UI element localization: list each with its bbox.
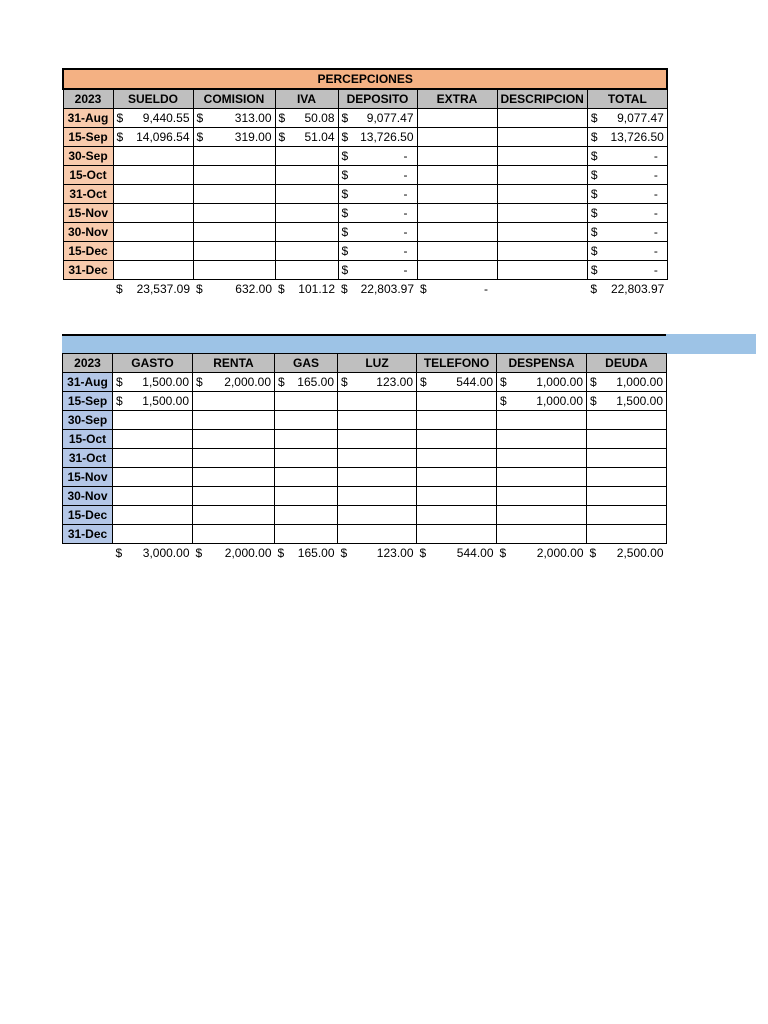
cell-deposito[interactable]: $ - [338, 166, 417, 185]
total-extra[interactable]: $ - [420, 282, 488, 296]
column-header[interactable]: DEUDA [587, 354, 667, 373]
cell-luz[interactable] [338, 468, 417, 487]
cell-telefono[interactable] [417, 430, 497, 449]
cell-gas[interactable] [275, 506, 338, 525]
cell-deuda[interactable]: $ 1,000.00 [587, 373, 667, 392]
cell-telefono[interactable] [417, 392, 497, 411]
cell-luz[interactable] [338, 430, 417, 449]
row-date[interactable]: 15-Nov [63, 468, 113, 487]
row-date[interactable]: 15-Dec [63, 506, 113, 525]
row-date[interactable]: 30-Nov [63, 487, 113, 506]
cell-telefono[interactable] [417, 487, 497, 506]
cell-deposito[interactable]: $ - [338, 223, 417, 242]
cell-iva[interactable]: $ 51.04 [275, 128, 338, 147]
row-date[interactable]: 31-Oct [63, 449, 113, 468]
cell-comision[interactable] [193, 261, 275, 280]
cell-renta[interactable] [193, 392, 275, 411]
cell-telefono[interactable] [417, 506, 497, 525]
cell-iva[interactable] [275, 204, 338, 223]
table-row [63, 223, 667, 242]
cell-luz[interactable] [338, 487, 417, 506]
total-gas[interactable]: $ 165.00 [277, 546, 335, 560]
cell-total[interactable]: $ 13,726.50 [587, 128, 667, 147]
cell-descripcion[interactable] [497, 166, 587, 185]
cell-deuda[interactable]: $ 1,500.00 [587, 392, 667, 411]
cell-extra[interactable] [417, 261, 497, 280]
cell-telefono[interactable] [417, 449, 497, 468]
total-sueldo[interactable]: $ 23,537.09 [116, 282, 190, 296]
cell-despensa[interactable]: $ 1,000.00 [497, 392, 587, 411]
column-header[interactable]: IVA [275, 89, 338, 109]
cell-gas[interactable] [275, 430, 338, 449]
cell-descripcion[interactable] [497, 242, 587, 261]
cell-total[interactable]: $ - [587, 166, 667, 185]
cell-despensa[interactable] [497, 468, 587, 487]
cell-comision[interactable] [193, 242, 275, 261]
cell-gasto[interactable] [113, 487, 193, 506]
column-header[interactable]: DESCRIPCION [497, 89, 587, 109]
cell-despensa[interactable]: $ 1,000.00 [497, 373, 587, 392]
cell-extra[interactable] [417, 128, 497, 147]
cell-comision[interactable]: $ 319.00 [193, 128, 275, 147]
cell-gas[interactable]: $ 165.00 [275, 373, 338, 392]
column-header[interactable]: GASTO [113, 354, 193, 373]
gastos-header-row [63, 354, 667, 373]
row-date[interactable]: 30-Sep [63, 147, 113, 166]
cell-deuda[interactable] [587, 487, 667, 506]
column-header[interactable]: TELEFONO [417, 354, 497, 373]
cell-iva[interactable] [275, 223, 338, 242]
cell-deposito[interactable]: $ - [338, 261, 417, 280]
column-header[interactable]: COMISION [193, 89, 275, 109]
cell-total[interactable]: $ 9,077.47 [587, 109, 667, 128]
column-header[interactable]: DESPENSA [497, 354, 587, 373]
cell-telefono[interactable] [417, 468, 497, 487]
total-descripcion[interactable] [497, 280, 587, 299]
cell-deuda[interactable] [587, 449, 667, 468]
cell-despensa[interactable] [497, 487, 587, 506]
column-header[interactable]: EXTRA [417, 89, 497, 109]
cell-deposito[interactable]: $ 13,726.50 [338, 128, 417, 147]
table-row [63, 185, 667, 204]
row-date[interactable]: 31-Oct [63, 185, 113, 204]
cell-comision[interactable] [193, 166, 275, 185]
cell-renta[interactable] [193, 506, 275, 525]
cell-luz[interactable] [338, 506, 417, 525]
cell-descripcion[interactable] [497, 128, 587, 147]
cell-extra[interactable] [417, 166, 497, 185]
cell-total[interactable]: $ - [587, 147, 667, 166]
table-row [63, 411, 667, 430]
cell-telefono[interactable]: $ 544.00 [417, 373, 497, 392]
cell-renta[interactable] [193, 487, 275, 506]
cell-sueldo[interactable]: $ 14,096.54 [113, 128, 193, 147]
cell-gas[interactable] [275, 468, 338, 487]
cell-comision[interactable]: $ 313.00 [193, 109, 275, 128]
cell-total[interactable]: $ - [587, 261, 667, 280]
table-row [63, 261, 667, 280]
percepciones-table [62, 68, 668, 298]
cell-descripcion[interactable] [497, 185, 587, 204]
total-despensa[interactable]: $ 2,000.00 [499, 546, 584, 560]
gastos-title-band [62, 334, 756, 354]
table-row [63, 204, 667, 223]
cell-descripcion[interactable] [497, 204, 587, 223]
cell-despensa[interactable] [497, 525, 587, 544]
cell-sueldo[interactable] [113, 242, 193, 261]
year-header[interactable]: 2023 [63, 89, 113, 109]
cell-deposito[interactable]: $ - [338, 242, 417, 261]
total-deuda[interactable]: $ 2,500.00 [589, 546, 664, 560]
cell-luz[interactable]: $ 123.00 [338, 373, 417, 392]
cell-descripcion[interactable] [497, 109, 587, 128]
cell-deuda[interactable] [587, 430, 667, 449]
cell-total[interactable]: $ - [587, 223, 667, 242]
cell-renta[interactable]: $ 2,000.00 [193, 373, 275, 392]
row-date[interactable]: 31-Dec [63, 261, 113, 280]
cell-deuda[interactable] [587, 468, 667, 487]
row-date[interactable]: 31-Aug [63, 109, 113, 128]
cell-gasto[interactable] [113, 468, 193, 487]
row-date[interactable]: 31-Aug [63, 373, 113, 392]
cell-gasto[interactable] [113, 430, 193, 449]
total-comision[interactable]: $ 632.00 [196, 282, 272, 296]
cell-luz[interactable] [338, 525, 417, 544]
column-header[interactable]: SUELDO [113, 89, 193, 109]
cell-gas[interactable] [275, 449, 338, 468]
column-header[interactable]: GAS [275, 354, 338, 373]
cell-iva[interactable]: $ 50.08 [275, 109, 338, 128]
cell-sueldo[interactable] [113, 204, 193, 223]
cell-renta[interactable] [193, 430, 275, 449]
table-row [63, 506, 667, 525]
cell-renta[interactable] [193, 449, 275, 468]
cell-deposito[interactable]: $ - [338, 185, 417, 204]
cell-despensa[interactable] [497, 506, 587, 525]
table-row [63, 242, 667, 261]
cell-renta[interactable] [193, 525, 275, 544]
cell-extra[interactable] [417, 109, 497, 128]
table-row [63, 525, 667, 544]
table-row [63, 468, 667, 487]
cell-sueldo[interactable] [113, 261, 193, 280]
cell-deuda[interactable] [587, 506, 667, 525]
column-header[interactable]: DEPOSITO [338, 89, 417, 109]
table-row [63, 373, 667, 392]
cell-gas[interactable] [275, 525, 338, 544]
cell-total[interactable]: $ - [587, 185, 667, 204]
cell-despensa[interactable] [497, 449, 587, 468]
cell-despensa[interactable] [497, 411, 587, 430]
cell-extra[interactable] [417, 147, 497, 166]
total-total[interactable]: $ 22,803.97 [590, 282, 665, 296]
cell-gasto[interactable] [113, 506, 193, 525]
table-row [63, 166, 667, 185]
cell-sueldo[interactable]: $ 9,440.55 [113, 109, 193, 128]
cell-gasto[interactable] [113, 449, 193, 468]
row-date[interactable]: 31-Dec [63, 525, 113, 544]
cell-gasto[interactable] [113, 411, 193, 430]
table-row [63, 147, 667, 166]
cell-sueldo[interactable] [113, 166, 193, 185]
cell-telefono[interactable] [417, 525, 497, 544]
row-date[interactable]: 30-Nov [63, 223, 113, 242]
cell-gasto[interactable] [113, 525, 193, 544]
cell-iva[interactable] [275, 185, 338, 204]
cell-extra[interactable] [417, 223, 497, 242]
cell-renta[interactable] [193, 468, 275, 487]
gastos-table [62, 353, 667, 562]
row-date[interactable]: 15-Oct [63, 430, 113, 449]
cell-descripcion[interactable] [497, 223, 587, 242]
cell-deposito[interactable]: $ 9,077.47 [338, 109, 417, 128]
table-row [63, 128, 667, 147]
cell-telefono[interactable] [417, 411, 497, 430]
cell-luz[interactable] [338, 449, 417, 468]
gastos-totals-row [63, 544, 667, 563]
row-date[interactable]: 15-Sep [63, 128, 113, 147]
table-row [63, 487, 667, 506]
percepciones-totals-row [63, 280, 667, 299]
column-header[interactable]: RENTA [193, 354, 275, 373]
row-date[interactable]: 30-Sep [63, 411, 113, 430]
cell-comision[interactable] [193, 185, 275, 204]
row-date[interactable]: 15-Sep [63, 392, 113, 411]
cell-deposito[interactable]: $ - [338, 147, 417, 166]
cell-descripcion[interactable] [497, 261, 587, 280]
table-row [63, 430, 667, 449]
cell-gasto[interactable]: $ 1,500.00 [113, 392, 193, 411]
cell-iva[interactable] [275, 147, 338, 166]
cell-iva[interactable] [275, 242, 338, 261]
cell-renta[interactable] [193, 411, 275, 430]
table-row [63, 109, 667, 128]
total-luz[interactable]: $ 123.00 [340, 546, 414, 560]
row-date[interactable]: 15-Oct [63, 166, 113, 185]
column-header[interactable]: TOTAL [587, 89, 667, 109]
cell-sueldo[interactable] [113, 147, 193, 166]
cell-deuda[interactable] [587, 525, 667, 544]
cell-extra[interactable] [417, 185, 497, 204]
table-row [63, 449, 667, 468]
total-telefono[interactable]: $ 544.00 [419, 546, 494, 560]
cell-luz[interactable] [338, 411, 417, 430]
cell-total[interactable]: $ - [587, 204, 667, 223]
cell-extra[interactable] [417, 242, 497, 261]
cell-extra[interactable] [417, 204, 497, 223]
cell-comision[interactable] [193, 147, 275, 166]
cell-deuda[interactable] [587, 411, 667, 430]
cell-gasto[interactable]: $ 1,500.00 [113, 373, 193, 392]
cell-descripcion[interactable] [497, 147, 587, 166]
year-header[interactable]: 2023 [63, 354, 113, 373]
cell-sueldo[interactable] [113, 185, 193, 204]
total-renta[interactable]: $ 2,000.00 [195, 546, 272, 560]
percepciones-header-row [63, 89, 667, 109]
column-header[interactable]: LUZ [338, 354, 417, 373]
total-iva[interactable]: $ 101.12 [278, 282, 335, 296]
cell-iva[interactable] [275, 166, 338, 185]
cell-despensa[interactable] [497, 430, 587, 449]
cell-luz[interactable] [338, 392, 417, 411]
cell-total[interactable]: $ - [587, 242, 667, 261]
cell-gas[interactable] [275, 392, 338, 411]
row-date[interactable]: 15-Dec [63, 242, 113, 261]
table-row [63, 392, 667, 411]
cell-gas[interactable] [275, 487, 338, 506]
cell-iva[interactable] [275, 261, 338, 280]
cell-sueldo[interactable] [113, 223, 193, 242]
percepciones-title: PERCEPCIONES [63, 69, 667, 89]
cell-comision[interactable] [193, 204, 275, 223]
cell-comision[interactable] [193, 223, 275, 242]
gastos-top-border [62, 334, 666, 336]
cell-deposito[interactable]: $ - [338, 204, 417, 223]
cell-gas[interactable] [275, 411, 338, 430]
total-gasto[interactable]: $ 3,000.00 [115, 546, 190, 560]
total-deposito[interactable]: $ 22,803.97 [341, 282, 414, 296]
row-date[interactable]: 15-Nov [63, 204, 113, 223]
